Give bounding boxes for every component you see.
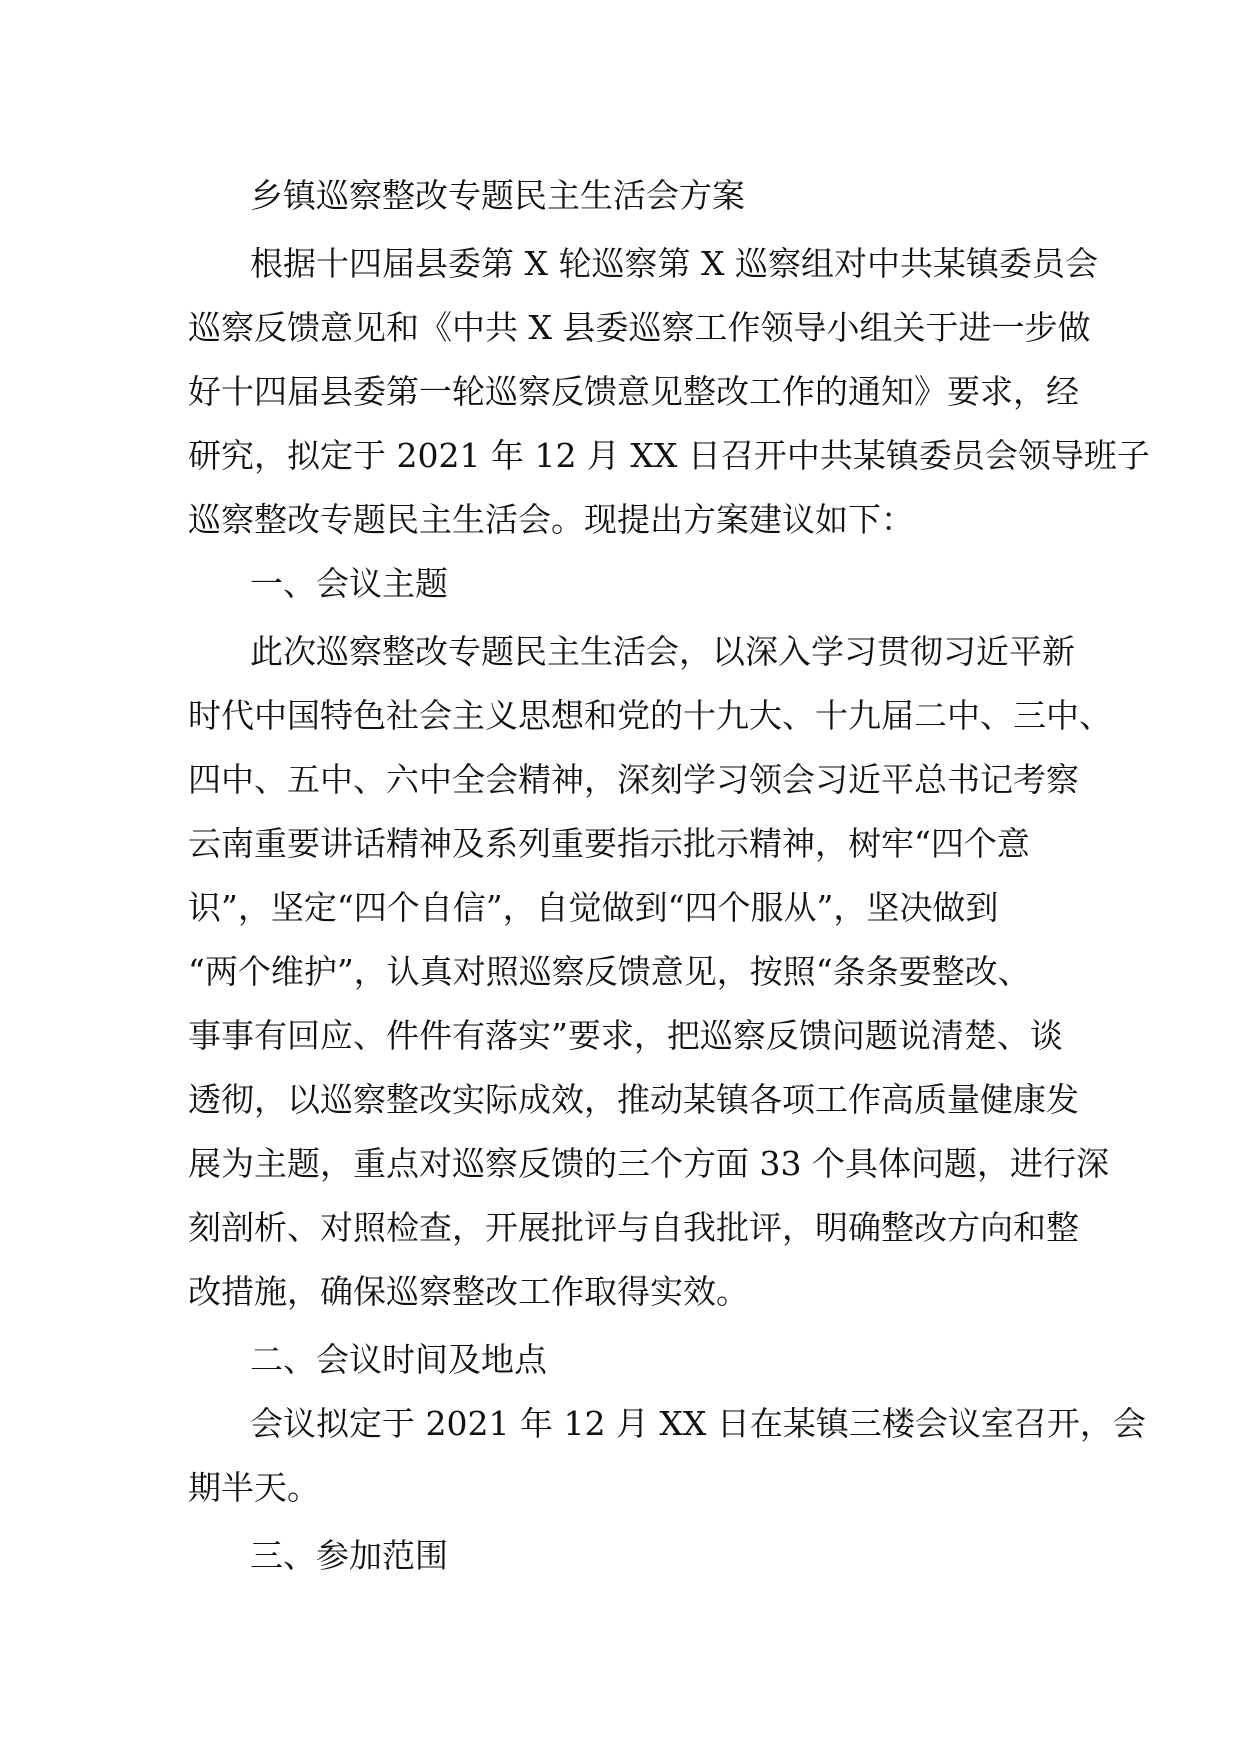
section-heading-2: 二、会议时间及地点 — [250, 1340, 547, 1379]
paragraph-line: 展为主题，重点对巡察反馈的三个方面 33 个具体问题，进行深 — [188, 1144, 1109, 1183]
paragraph-line: 时代中国特色社会主义思想和党的十九大、十九届二中、三中、 — [188, 696, 1112, 735]
paragraph-line: 识”，坚定“四个自信”，自觉做到“四个服从”，坚决做到 — [188, 888, 999, 927]
paragraph-line: 根据十四届县委第 X 轮巡察第 X 巡察组对中共某镇委员会 — [250, 244, 1098, 283]
paragraph-line: 刻剖析、对照检查，开展批评与自我批评，明确整改方向和整 — [188, 1208, 1079, 1247]
paragraph-line: 透彻，以巡察整改实际成效，推动某镇各项工作高质量健康发 — [188, 1080, 1079, 1119]
paragraph-line: 巡察反馈意见和《中共 X 县委巡察工作领导小组关于进一步做 — [188, 308, 1091, 347]
paragraph-line: 事事有回应、件件有落实”要求，把巡察反馈问题说清楚、谈 — [188, 1016, 1063, 1055]
paragraph-line: 四中、五中、六中全会精神，深刻学习领会习近平总书记考察 — [188, 760, 1079, 799]
paragraph-line: 会议拟定于 2021 年 12 月 XX 日在某镇三楼会议室召开，会 — [250, 1404, 1146, 1443]
paragraph-line: 改措施，确保巡察整改工作取得实效。 — [188, 1272, 749, 1311]
paragraph-line: 此次巡察整改专题民主生活会，以深入学习贯彻习近平新 — [250, 632, 1075, 671]
paragraph-line: 云南重要讲话精神及系列重要指示批示精神，树牢“四个意 — [188, 824, 1030, 863]
paragraph-line: 期半天。 — [188, 1468, 320, 1507]
section-heading-1: 一、会议主题 — [250, 564, 448, 603]
paragraph-line: 巡察整改专题民主生活会。现提出方案建议如下： — [188, 500, 914, 539]
paragraph-line: 研究，拟定于 2021 年 12 月 XX 日召开中共某镇委员会领导班子 — [188, 436, 1150, 475]
document-title: 乡镇巡察整改专题民主生活会方案 — [250, 176, 745, 215]
section-heading-3: 三、参加范围 — [250, 1536, 448, 1575]
paragraph-line: 好十四届县委第一轮巡察反馈意见整改工作的通知》要求，经 — [188, 372, 1079, 411]
paragraph-line: “两个维护”，认真对照巡察反馈意见，按照“条条要整改、 — [188, 952, 1031, 991]
